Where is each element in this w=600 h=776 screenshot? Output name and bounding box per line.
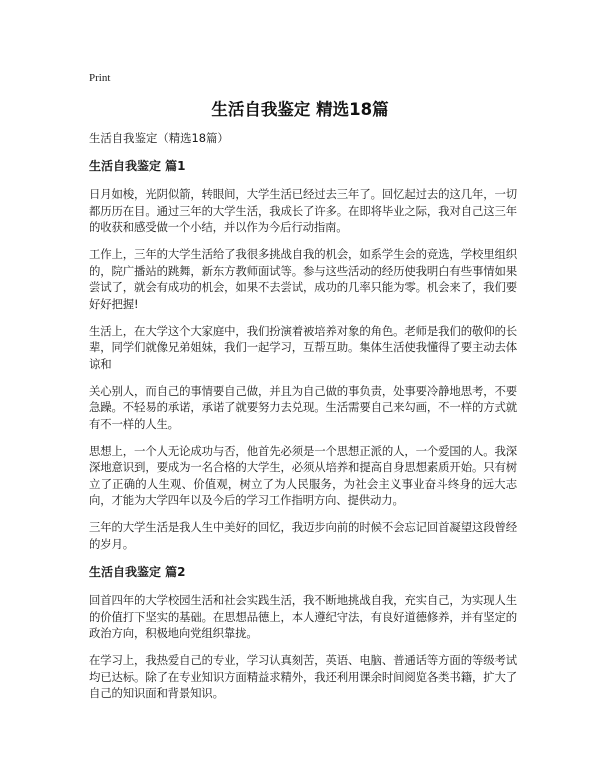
section-heading-2: 生活自我鉴定 篇2 — [89, 565, 186, 579]
paragraph: 日月如梭，光阴似箭，转眼间，大学生活已经过去三年了。回忆起过去的这几年，一切都历历在目。通过三年的大学生活，我成长了许多。在即将毕业之际，我对自己这三年的收获和感受做一个小结，并以作为今后行动指南。 — [89, 187, 517, 234]
page-title: 生活自我鉴定 精选18篇 — [211, 100, 389, 119]
document-body — [89, 130, 517, 712]
paragraph: 回首四年的大学校园生活和社会实践生活，我不断地挑战自我，充实自己，为实现人生的价值打下坚实的基础。在思想品德上，本人遵纪守法，有良好道德修养，并有坚定的政治方向，积极地向党组织靠拢。 — [89, 593, 517, 640]
print-link[interactable]: Print — [89, 72, 111, 84]
paragraph: 工作上，三年的大学生活给了我很多挑战自我的机会，如系学生会的竞选，学校里组织的，院广播站的跳舞，新东方教师面试等。参与这些活动的经历使我明白有些事情如果尝试了，就会有成功的机会，如果不去尝试，成功的几率只能为零。机会来了，我们要好好把握! — [89, 247, 517, 311]
document-subtitle: 生活自我鉴定（精选18篇） — [89, 131, 229, 145]
section-heading-1: 生活自我鉴定 篇1 — [89, 159, 186, 173]
paragraph: 思想上，一个人无论成功与否，他首先必须是一个思想正派的人，一个爱国的人。我深深地意识到，要成为一名合格的大学生，必须从培养和提高自身思想素质开始。只有树立了正确的人生观、价值观，树立了为人民服务，为社会主义事业奋斗终身的远大志向，才能为大学四年以及今后的学习工作指明方向、提供动力。 — [89, 443, 517, 507]
paragraph: 三年的大学生活是我人生中美好的回忆，我迈步向前的时候不会忘记回首凝望这段曾经的岁月。 — [89, 520, 517, 551]
paragraph: 生活上，在大学这个大家庭中，我们扮演着被培养对象的角色。老师是我们的敬仰的长辈，同学们就像兄弟姐妹，我们一起学习，互帮互助。集体生活使我懂得了要主动去体谅和 — [89, 323, 517, 371]
paragraph: 在学习上，我热爱自己的专业，学习认真刻苦，英语、电脑、普通话等方面的等级考试均已达标。除了在专业知识方面精益求精外，我还利用课余时间阅览各类书籍，扩大了自己的知识面和背景知识。 — [89, 653, 517, 700]
paragraph: 关心别人，而自己的事情要自己做，并且为自己做的事负责，处事要冷静地思考，不要急躁。不轻易的承诺，承诺了就要努力去兑现。生活需要自己来勾画，不一样的方式就有不一样的人生。 — [89, 383, 517, 431]
